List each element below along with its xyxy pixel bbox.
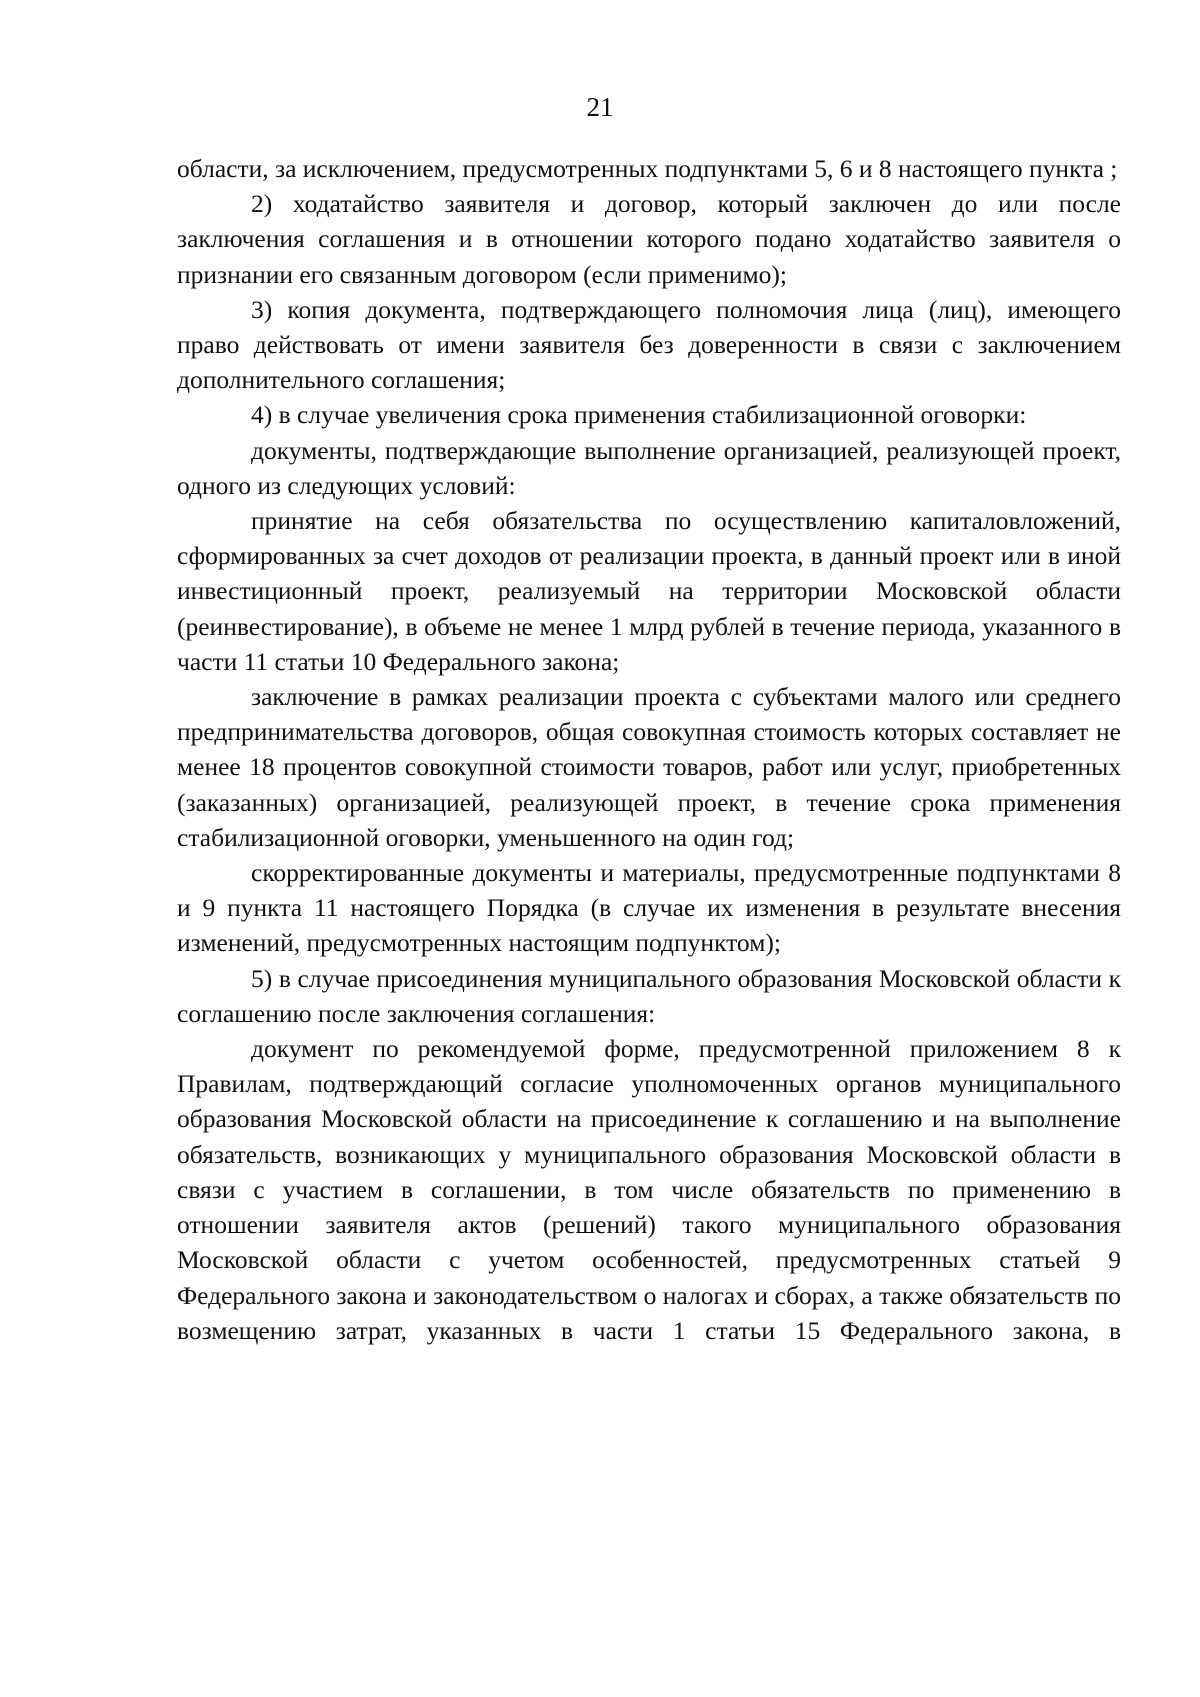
- paragraph-item-4: 4) в случае увеличения срока применения стабилизационной оговорки:: [251, 400, 1027, 430]
- paragraph-item-5-document: документ по рекомендуемой форме, предусмотренной приложением 8 к Правилам, подтверждающий согласие уполномоченных органов муниципального образования Московской области на присоединение к соглашению и на выполнение обязательств, возникающих у муниципального образования Московской области в связи с участием в соглашении, в том числе обязательств по применению в отношении заявителя актов (решений) такого муниципального образования Московской области с учетом особенностей, предусмотренных статьей 9 Федерального закона и законодательством о налогах и сборах, а также обязательств по возмещению затрат, указанных в части 1 статьи 15 Федерального закона, в: [177, 1034, 1121, 1345]
- paragraph-condition-sme-contracts: заключение в рамках реализации проекта с субъектами малого или среднего предпринимательства договоров, общая совокупная стоимость которых составляет не менее 18 процентов совокупной стоимости товаров, работ или услуг, приобретенных (заказанных) организацией, реализующей проект, в течение срока применения стабилизационной оговорки, уменьшенного на один год;: [177, 682, 1121, 852]
- paragraph-item-5: 5) в случае присоединения муниципального образования Московской области к соглашению после заключения соглашения:: [177, 963, 1121, 1028]
- page-number: 21: [586, 92, 614, 122]
- paragraph-item-2: 2) ходатайство заявителя и договор, который заключен до или после заключения соглашения и в отношении которого подано ходатайство заявителя о признании его связанным договором (если применимо);: [177, 189, 1121, 289]
- paragraph-continuation: области, за исключением, предусмотренных подпунктами 5, 6 и 8 настоящего пункта ;: [177, 154, 1118, 183]
- document-body: [177, 151, 1121, 1348]
- paragraph-condition-reinvestment: принятие на себя обязательства по осуществлению капиталовложений, сформированных за счет доходов от реализации проекта, в данный проект или в иной инвестиционный проект, реализуемый на территории Московской области (реинвестирование), в объеме не менее 1 млрд рублей в течение периода, указанного в части 11 статьи 10 Федерального закона;: [177, 506, 1121, 676]
- paragraph-item-3: 3) копия документа, подтверждающего полномочия лица (лиц), имеющего право действовать от имени заявителя без доверенности в связи с заключением дополнительного соглашения;: [177, 294, 1121, 395]
- paragraph-adjusted-documents: скорректированные документы и материалы, предусмотренные подпунктами 8 и 9 пункта 11 настоящего Порядка (в случае их изменения в результате внесения изменений, предусмотренных настоящим подпунктом);: [177, 858, 1121, 958]
- paragraph-item-4-documents: документы, подтверждающие выполнение организацией, реализующей проект, одного из следующих условий:: [177, 435, 1121, 500]
